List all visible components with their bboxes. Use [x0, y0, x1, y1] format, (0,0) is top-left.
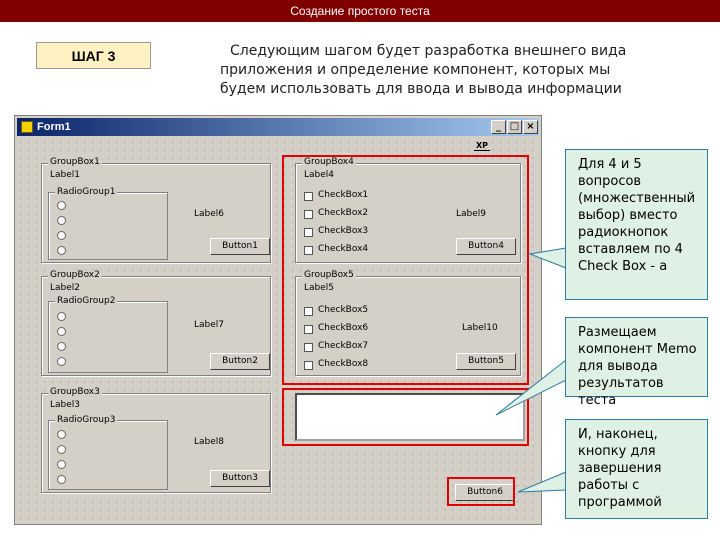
- callout-finish-button: И, наконец, кнопку для завершения работы с программой: [565, 419, 708, 519]
- callout-memo: Размещаем компонент Memo для вывода результатов теста: [565, 317, 708, 397]
- groupbox-title: GroupBox4: [304, 157, 354, 167]
- checkbox-label: CheckBox8: [318, 359, 369, 369]
- groupbox-title: GroupBox1: [50, 157, 100, 167]
- checkbox-label: CheckBox1: [318, 190, 369, 200]
- checkbox-label: CheckBox3: [318, 226, 369, 236]
- result-label: Label7: [194, 320, 225, 330]
- slide-title: Создание простого теста: [0, 0, 720, 22]
- checkbox-label: CheckBox5: [318, 305, 369, 315]
- question-label: Label3: [50, 400, 81, 410]
- callout-checkboxes: Для 4 и 5 вопросов (множественный выбор) вместо радиокнопок вставляем по 4 Check Box - а: [565, 149, 708, 300]
- finish-button[interactable]: Button6: [455, 484, 515, 501]
- window-title: Form1: [37, 121, 71, 133]
- step-label: ШАГ 3: [36, 42, 151, 69]
- maximize-button[interactable]: □: [507, 120, 522, 134]
- question-label: Label1: [50, 170, 81, 180]
- radiogroup-title: RadioGroup2: [57, 296, 116, 306]
- answer-button-3[interactable]: Button3: [210, 470, 270, 487]
- question-label: Label4: [304, 170, 335, 180]
- radiogroup-title: RadioGroup3: [57, 415, 116, 425]
- answer-button-4[interactable]: Button4: [456, 238, 516, 255]
- close-button[interactable]: ×: [523, 120, 538, 134]
- groupbox-title: GroupBox2: [50, 270, 100, 280]
- checkbox-label: CheckBox7: [318, 341, 369, 351]
- answer-button-5[interactable]: Button5: [456, 353, 516, 370]
- result-label: Label8: [194, 437, 225, 447]
- groupbox-title: GroupBox5: [304, 270, 354, 280]
- checkbox-label: CheckBox6: [318, 323, 369, 333]
- groupbox-title: GroupBox3: [50, 387, 100, 397]
- checkbox-label: CheckBox4: [318, 244, 369, 254]
- answer-button-1[interactable]: Button1: [210, 238, 270, 255]
- xp-manifest-label: XP: [476, 141, 489, 150]
- result-label: Label10: [462, 323, 498, 333]
- result-label: Label6: [194, 209, 225, 219]
- intro-text: Следующим шагом будет разработка внешнего вида приложения и определение компонент, которых мы будем использовать для ввода и вывода информации: [220, 43, 627, 97]
- answer-button-2[interactable]: Button2: [210, 353, 270, 370]
- result-label: Label9: [456, 209, 487, 219]
- minimize-button[interactable]: _: [491, 120, 506, 134]
- radiogroup-title: RadioGroup1: [57, 187, 116, 197]
- checkbox-label: CheckBox2: [318, 208, 369, 218]
- question-label: Label2: [50, 283, 81, 293]
- question-label: Label5: [304, 283, 335, 293]
